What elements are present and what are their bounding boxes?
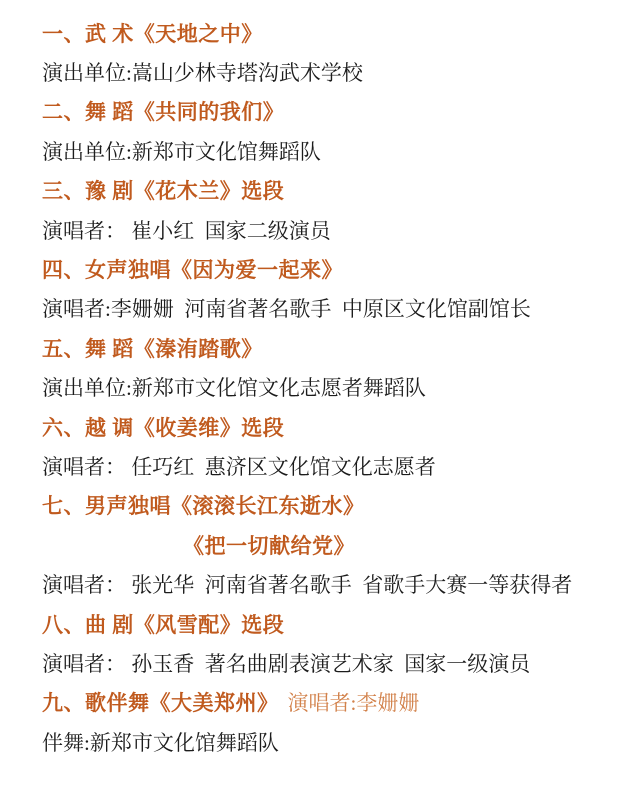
- program-item-9-title-line: [42, 683, 609, 722]
- program-item-5-performer: 演出单位:新郑市文化馆文化志愿者舞蹈队: [42, 376, 426, 401]
- program-item-7-performer: 演唱者： 张光华 河南省著名歌手 省歌手大赛一等获得者: [42, 573, 573, 598]
- program-item-9-title-suffix: 演唱者:李姗姗: [287, 691, 420, 716]
- program-item-6-performer: 演唱者： 任巧红 惠济区文化馆文化志愿者: [42, 454, 436, 479]
- program-item-4-title: 四、女声独唱《因为爱一起来》: [42, 258, 343, 283]
- program-item-1-title: 一、武 术《天地之中》: [42, 21, 263, 46]
- program-item-2-performer: 演出单位:新郑市文化馆舞蹈队: [42, 139, 321, 164]
- program-item-1-performer: 演出单位:嵩山少林寺塔沟武术学校: [42, 61, 363, 86]
- program-item-3-performer: 演唱者： 崔小红 国家二级演员: [42, 218, 331, 243]
- program-item-7-title-line2: 《把一切献给党》: [183, 533, 355, 558]
- program-item-2-title: 二、舞 蹈《共同的我们》: [42, 100, 285, 125]
- program-item-8-title: 八、曲 剧《风雪配》选段: [42, 612, 285, 637]
- program-item-8-performer: 演唱者： 孙玉香 著名曲剧表演艺术家 国家一级演员: [42, 651, 531, 676]
- program-item-6-title: 六、越 调《收姜维》选段: [42, 415, 285, 440]
- program-item-4-performer: 演唱者:李姗姗 河南省著名歌手 中原区文化馆副馆长: [42, 297, 531, 322]
- program-item-9-performer: 伴舞:新郑市文化馆舞蹈队: [42, 730, 279, 755]
- program-item-9-title: 九、歌伴舞《大美郑州》: [42, 691, 279, 716]
- program-item-3-title: 三、豫 剧《花木兰》选段: [42, 179, 285, 204]
- program-item-7-title: 七、男声独唱《滚滚长江东逝水》: [42, 494, 365, 519]
- program-item-5-title: 五、舞 蹈《溱洧踏歌》: [42, 336, 263, 361]
